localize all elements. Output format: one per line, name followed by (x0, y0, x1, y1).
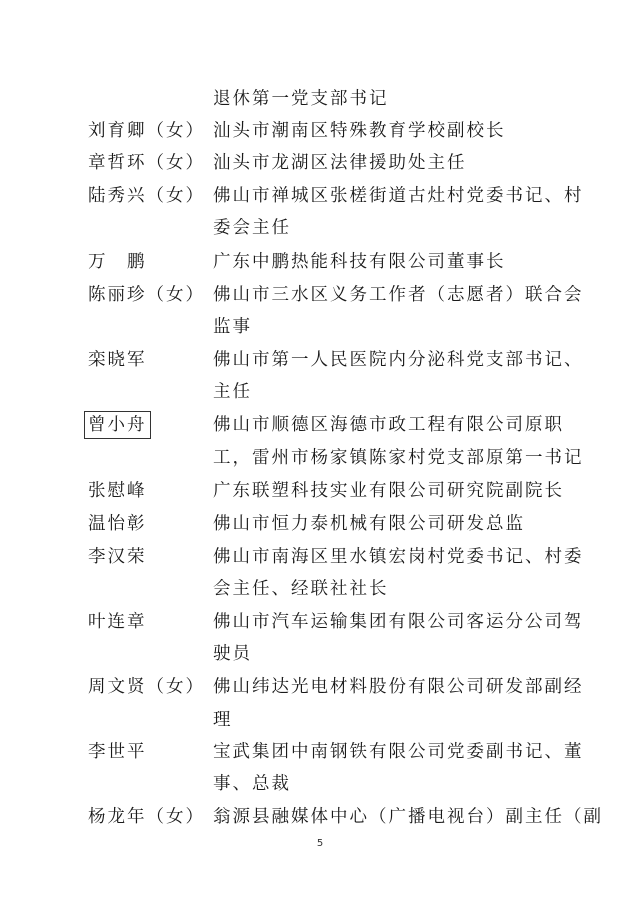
entry-name: 周文贤（女） (88, 677, 205, 697)
entry-desc: 广东中鹏热能科技有限公司董事长 (213, 252, 506, 272)
entry-name: 章哲环（女） (88, 153, 205, 173)
entry-desc: 汕头市潮南区特殊教育学校副校长 (213, 121, 506, 141)
entry-desc: 佛山市三水区义务工作者（志愿者）联合会 (213, 285, 584, 305)
entry-desc: 佛山市汽车运输集团有限公司客运分公司驾 (213, 612, 584, 632)
entry-desc: 工，雷州市杨家镇陈家村党支部原第一书记 (213, 448, 584, 468)
entry-name: 李世平 (88, 742, 147, 762)
entry-desc: 翁源县融媒体中心（广播电视台）副主任（副 (213, 807, 603, 827)
entry-desc: 佛山市第一人民医院内分泌科党支部书记、 (213, 350, 584, 370)
entry-desc: 汕头市龙湖区法律援助处主任 (213, 153, 467, 173)
entry-desc: 退休第一党支部书记 (213, 89, 389, 109)
entry-name: 张慰峰 (88, 481, 147, 501)
entry-desc: 事、总裁 (213, 774, 291, 794)
entry-desc: 广东联塑科技实业有限公司研究院副院长 (213, 481, 564, 501)
entry-name: 万 鹏 (88, 252, 147, 272)
entry-name: 陈丽珍（女） (88, 285, 205, 305)
entry-desc: 佛山市恒力泰机械有限公司研发总监 (213, 514, 525, 534)
entry-name: 叶连章 (88, 612, 147, 632)
entry-desc: 理 (213, 710, 233, 730)
entry-desc: 佛山市南海区里水镇宏岗村党委书记、村委 (213, 547, 584, 567)
entry-desc: 佛山纬达光电材料股份有限公司研发部副经 (213, 677, 584, 697)
entry-desc: 监事 (213, 317, 252, 337)
entry-desc: 佛山市顺德区海德市政工程有限公司原职 (213, 415, 564, 435)
entry-name: 温怡彰 (88, 514, 147, 534)
entry-desc: 驶员 (213, 644, 252, 664)
entry-name-boxed: 曾小舟 (84, 411, 151, 439)
entry-desc: 佛山市禅城区张槎街道古灶村党委书记、村 (213, 186, 584, 206)
entry-name: 陆秀兴（女） (88, 186, 205, 206)
page-number: 5 (316, 838, 324, 849)
entry-name: 李汉荣 (88, 547, 147, 567)
entry-desc: 委会主任 (213, 218, 291, 238)
entry-name: 刘育卿（女） (88, 121, 205, 141)
entry-name: 栾晓军 (88, 350, 147, 370)
entry-desc: 会主任、经联社社长 (213, 579, 389, 599)
entry-name: 杨龙年（女） (88, 807, 205, 827)
entry-desc: 主任 (213, 382, 252, 402)
entry-desc: 宝武集团中南钢铁有限公司党委副书记、董 (213, 742, 584, 762)
